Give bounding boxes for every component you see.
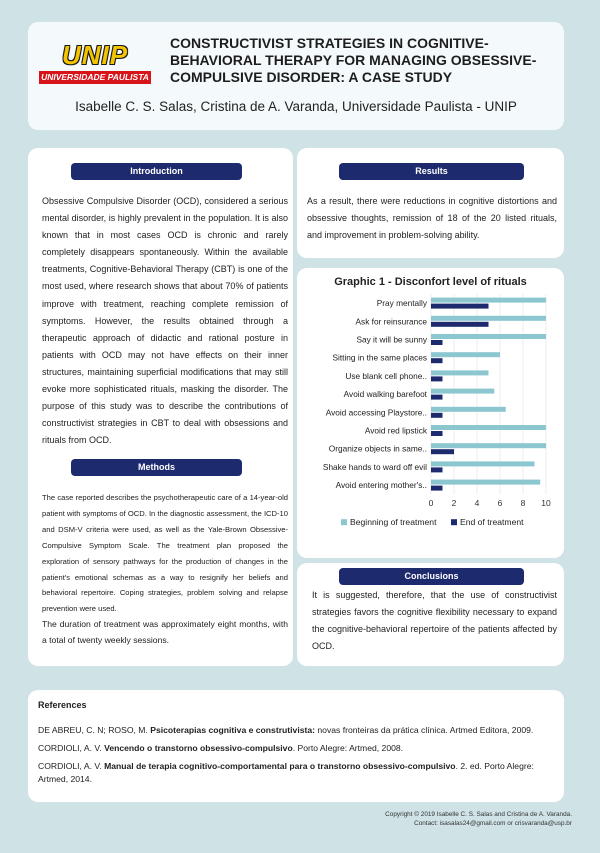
bar-end-of-treatment	[431, 358, 443, 363]
y-category-label: Sitting in the same places	[332, 352, 427, 363]
unip-logo	[39, 42, 151, 84]
y-category-label: Avoid accessing Playstore..	[325, 407, 427, 418]
bar-beginning-of-treatment	[431, 425, 546, 430]
contact-text: Contact: isasalas24@gmail.com or crisvaranda@usp.br	[414, 820, 572, 827]
bar-end-of-treatment	[431, 322, 489, 327]
legend-label: Beginning of treatment	[350, 517, 437, 528]
reference-details: . Porto Alegre: Artmed, 2008.	[292, 743, 404, 753]
reference-item	[38, 742, 558, 755]
bar-beginning-of-treatment	[431, 316, 546, 321]
left-column-panel	[28, 148, 293, 666]
x-tick-label: 8	[520, 498, 526, 509]
bar-beginning-of-treatment	[431, 334, 546, 339]
legend-swatch	[341, 519, 347, 525]
bar-end-of-treatment	[431, 467, 443, 472]
bar-beginning-of-treatment	[431, 480, 540, 485]
copyright-text: Copyright © 2019 Isabelle C. S. Salas and Cristina de A. Varanda.	[385, 811, 572, 818]
introduction-text: Obsessive Compulsive Disorder (OCD), considered a serious mental disorder, is highly prevalent in the population. It is also known that in most cases OCD is chronic and rarely completely disappears spontaneously. Within the available treatments, Cognitive-Behavioral Therapy (CBT) is one of the most used, where research shows that about 70% of patients improve with treatment, reaching complete remission of symptoms. However, the results obtained through a therapeutic approach of didactic and rational posture in patients with OCD may not have effects on their inner structures, maintaining superficial modifications that may still evoke more sophisticated rituals, masking the disorder. The purpose of this study was to describe the contributions of constructivist strategies in CBT to deal with obsessions and rituals from OCD.	[42, 196, 288, 446]
y-category-label: Organize objects in same..	[328, 443, 427, 454]
bar-beginning-of-treatment	[431, 298, 546, 303]
poster-title: CONSTRUCTIVIST STRATEGIES IN COGNITIVE-BEHAVIORAL THERAPY FOR MANAGING OBSESSIVE-COMPULSIVE DISORDER: A CASE STUDY	[170, 35, 537, 85]
bar-end-of-treatment	[431, 486, 443, 491]
results-heading: Results	[339, 163, 524, 180]
bar-beginning-of-treatment	[431, 407, 506, 412]
results-panel	[297, 148, 564, 258]
y-category-label: Avoid entering mother's..	[335, 480, 427, 491]
conclusions-panel	[297, 563, 564, 666]
y-category-label: Use blank cell phone..	[345, 370, 427, 381]
reference-details: . 2. ed. Porto Alegre: Artmed, 2014.	[38, 761, 534, 784]
reference-title: Psicoterapias cognitiva e construtivista:	[150, 725, 315, 735]
bar-end-of-treatment	[431, 395, 443, 400]
x-tick-label: 6	[497, 498, 503, 509]
methods-duration-text: The duration of treatment was approximately eight months, with a total of twenty weekly sessions.	[42, 619, 288, 645]
bar-end-of-treatment	[431, 340, 443, 345]
ritual-discomfort-chart	[297, 268, 564, 558]
bar-beginning-of-treatment	[431, 352, 500, 357]
legend-label: End of treatment	[460, 517, 524, 528]
reference-title: Vencendo o transtorno obsessivo-compulsivo	[104, 743, 293, 753]
reference-authors: CORDIOLI, A. V.	[38, 761, 105, 771]
bar-end-of-treatment	[431, 449, 454, 454]
reference-item	[38, 760, 558, 785]
bar-end-of-treatment	[431, 376, 443, 381]
bar-end-of-treatment	[431, 431, 443, 436]
bar-beginning-of-treatment	[431, 389, 494, 394]
logo-subtitle: UNIVERSIDADE PAULISTA	[39, 71, 151, 84]
x-tick-label: 2	[451, 498, 457, 509]
bar-beginning-of-treatment	[431, 443, 546, 448]
introduction-heading: Introduction	[71, 163, 242, 180]
methods-text: The case reported describes the psychotherapeutic care of a 14-year-old patient with symptoms of OCD. In the diagnostic assessment, the ICD-10 and DSM-V criteria were used, as well as the Yale-Brown Obsessive-Compulsive Symptom Scale. The treatment plan proposed the exploration of sensory pathways for the production of changes in the patient's emotional schemas as a way to resignify her beliefs and behavioral repertoire. Coping strategies, problem solving and relapse prevention were used.	[42, 493, 288, 614]
x-tick-label: 10	[541, 498, 551, 509]
results-text: As a result, there were reductions in cognitive distortions and obsessive thoughts, remission of 18 of the 20 listed rituals, and improvement in problem-solving ability.	[307, 196, 557, 241]
reference-item	[38, 724, 558, 737]
x-tick-label: 0	[428, 498, 434, 509]
y-category-label: Ask for reinsurance	[355, 316, 427, 327]
reference-authors: DE ABREU, C. N; ROSO, M.	[38, 725, 151, 735]
reference-title: Manual de terapia cognitivo-comportamental para o transtorno obsessivo-compulsivo	[104, 761, 456, 771]
bar-end-of-treatment	[431, 413, 443, 418]
poster-authors: Isabelle C. S. Salas, Cristina de A. Varanda, Universidade Paulista - UNIP	[75, 99, 517, 114]
y-category-label: Say it will be sunny	[356, 334, 427, 345]
reference-details: novas fronteiras da prática clínica. Artmed Editora, 2009.	[315, 725, 534, 735]
reference-authors: CORDIOLI, A. V.	[38, 743, 105, 753]
footer	[385, 810, 572, 828]
chart-title: Graphic 1 - Disconfort level of rituals	[334, 276, 527, 288]
y-category-label: Shake hands to ward off evil	[322, 461, 427, 472]
x-tick-label: 4	[474, 498, 480, 509]
bar-end-of-treatment	[431, 304, 489, 309]
y-category-label: Pray mentally	[376, 298, 427, 309]
y-category-label: Avoid walking barefoot	[343, 389, 427, 400]
conclusions-heading: Conclusions	[339, 568, 524, 585]
y-category-label: Avoid red lipstick	[364, 425, 427, 436]
logo-mark: UNIP	[61, 40, 129, 70]
methods-heading: Methods	[71, 459, 242, 476]
references-heading: References	[38, 700, 87, 710]
conclusions-text: It is suggested, therefore, that the use of constructivist strategies favors the cognitive flexibility necessary to expand the cognitive-behavioral repertoire of the patients affected by OCD.	[312, 590, 557, 652]
references-panel	[28, 690, 564, 802]
chart-panel	[297, 268, 564, 558]
header-panel	[28, 22, 564, 130]
legend-swatch	[451, 519, 457, 525]
bar-beginning-of-treatment	[431, 461, 535, 466]
bar-beginning-of-treatment	[431, 370, 489, 375]
